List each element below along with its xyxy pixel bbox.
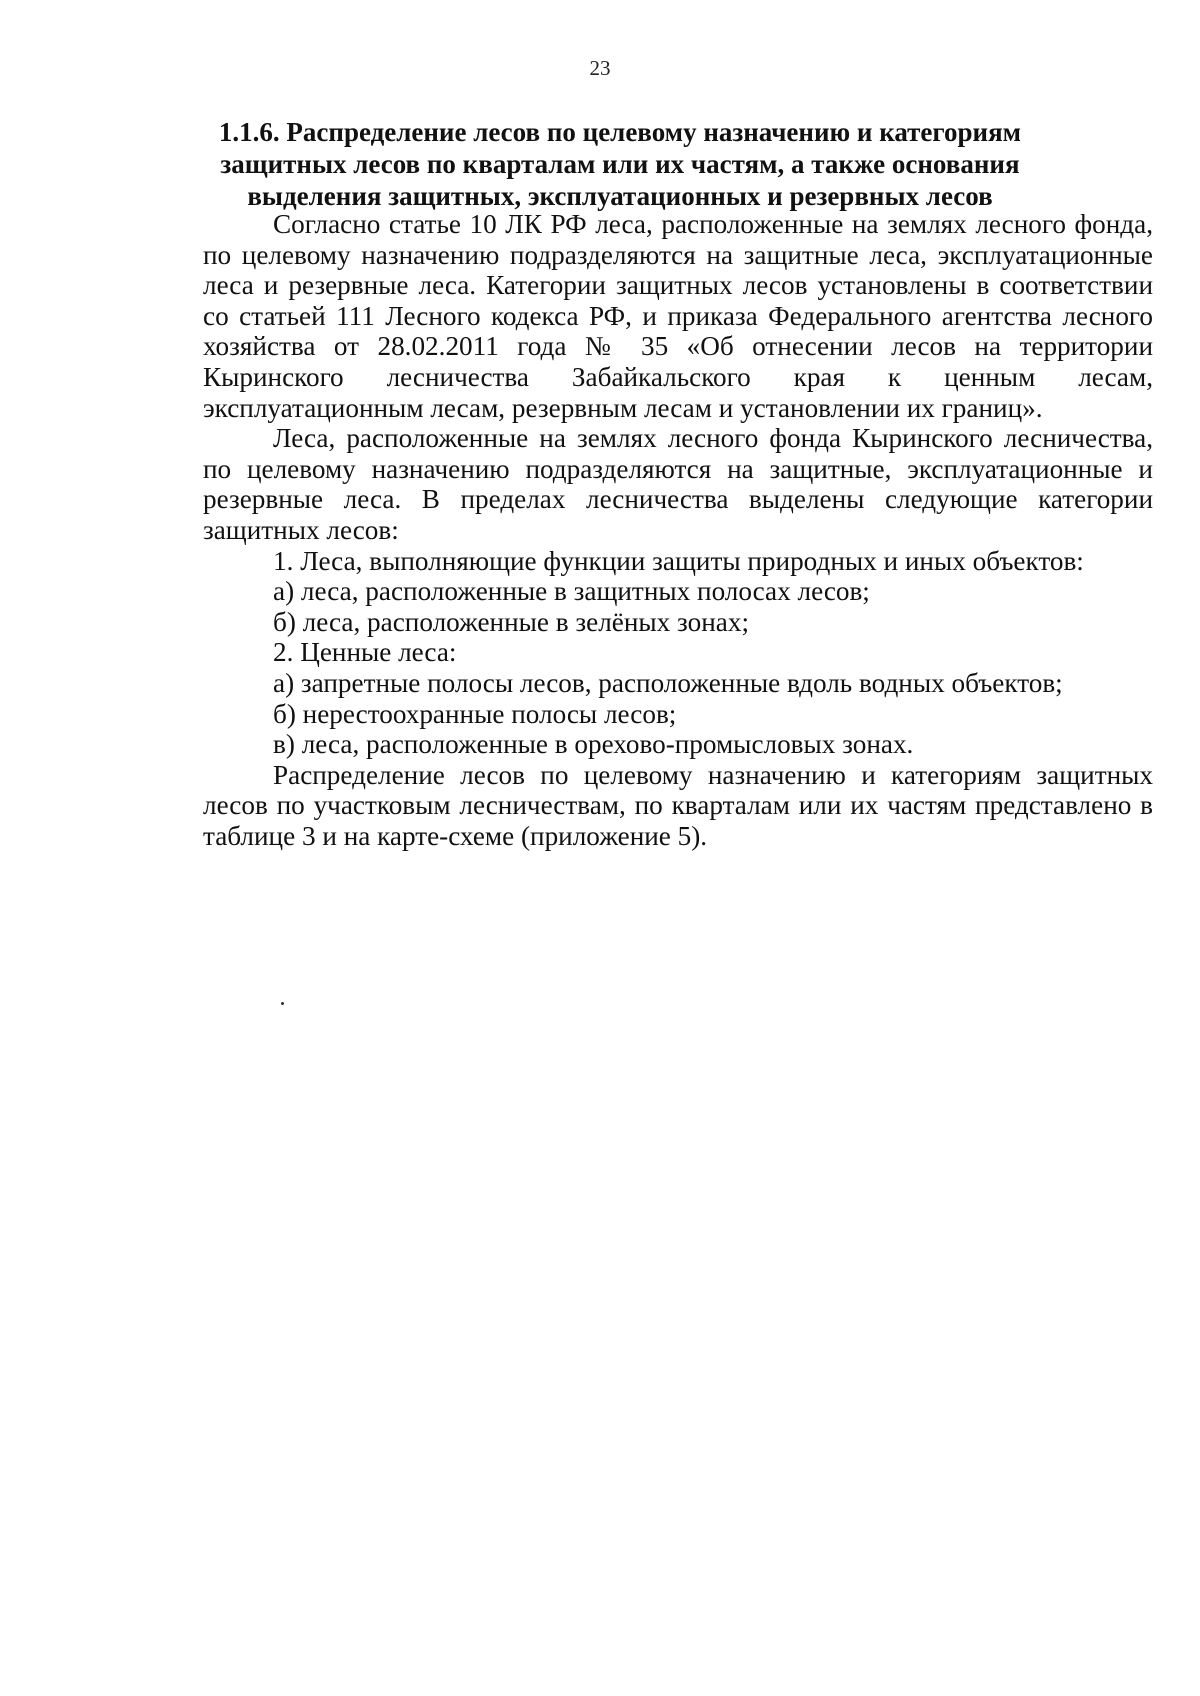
heading-line: выделения защитных, эксплуатационных и резервных лесов bbox=[247, 181, 993, 211]
heading-line: защитных лесов по кварталам или их частям, а также основания bbox=[220, 149, 1020, 179]
list-item: а) леса, расположенные в защитных полосах лесов; bbox=[273, 576, 870, 607]
list-item: а) запретные полосы лесов, расположенные вдоль водных объектов; bbox=[273, 667, 1063, 698]
document-body bbox=[203, 209, 1153, 851]
list-item: б) нерестоохранные полосы лесов; bbox=[273, 698, 677, 729]
list-item: 2. Ценные леса: bbox=[273, 637, 457, 668]
page-number: 23 bbox=[589, 56, 611, 80]
list-item: в) леса, расположенные в орехово-промысловых зонах. bbox=[273, 729, 914, 760]
paragraph-protective-categories: Леса, расположенные на землях лесного фонда Кыринского лесничества, по целевому назначению подразделяются на защитные, эксплуатационные и резервные леса. В пределах лесничества выделены следующие категории защитных лесов: bbox=[203, 423, 1153, 545]
paragraph-distribution-reference: Распределение лесов по целевому назначению и категориям защитных лесов по участковым лесничествам, по кварталам или их частям представлено в таблице 3 и на карте-схеме (приложение 5). bbox=[203, 759, 1153, 851]
list-item: б) леса, расположенные в зелёных зонах; bbox=[273, 606, 749, 637]
heading-line: 1.1.6. Распределение лесов по целевому назначению и категориям bbox=[218, 117, 1022, 147]
stray-dot bbox=[281, 1002, 284, 1005]
section-heading bbox=[190, 116, 1050, 212]
list-item: 1. Леса, выполняющие функции защиты природных и иных объектов: bbox=[273, 545, 1084, 576]
paragraph-forest-classification: Согласно статье 10 ЛК РФ леса, расположенные на землях лесного фонда, по целевому назначению подразделяются на защитные леса, эксплуатационные леса и резервные леса. Категории защитных лесов установлены в соответствии со статьей 111 Лесного кодекса РФ, и приказа Федерального агентства лесного хозяйства от 28.02.2011 года № 35 «Об отнесении лесов на территории Кыринского лесничества Забайкальского края к ценным лесам, эксплуатационным лесам, резервным лесам и установлении их границ». bbox=[203, 209, 1153, 423]
